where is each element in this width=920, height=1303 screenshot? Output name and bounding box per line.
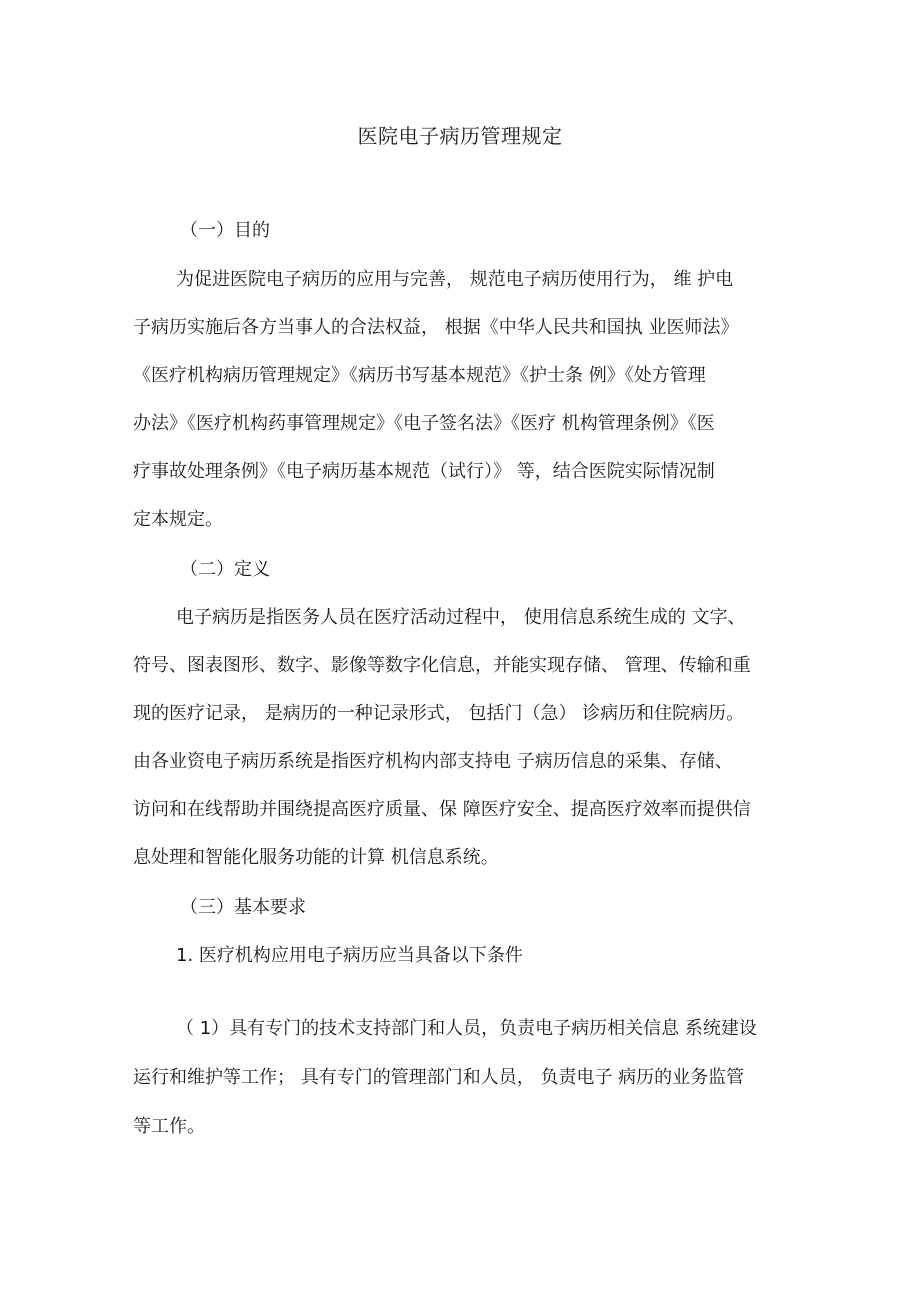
paragraph-line: 电子病历是指医务人员在医疗活动过程中， 使用信息系统生成的 文字、: [176, 607, 746, 628]
paragraph-line: 息处理和智能化服务功能的计算 机信息系统。: [133, 847, 499, 868]
paragraph-line: 运行和维护等工作； 具有专门的管理部门和人员， 负责电子 病历的业务监管: [133, 1067, 745, 1088]
paragraph-line: 现的医疗记录， 是病历的一种记录形式， 包括门（急） 诊病历和住院病历。: [133, 703, 745, 724]
section-heading-definition: （二）定义: [180, 559, 270, 580]
paragraph-line: 访问和在线帮助并围绕提高医疗质量、保 障医疗安全、提高医疗效率而提供信: [133, 799, 751, 820]
numbered-item: 1. 医疗机构应用电子病历应当具备以下条件: [176, 945, 523, 966]
paragraph-line: 子病历实施后各方当事人的合法权益， 根据《中华人民共和国执 业医师法》: [133, 317, 739, 338]
paragraph-line: 为促进医院电子病历的应用与完善， 规范电子病历使用行为， 维 护电: [176, 269, 734, 290]
section-heading-requirements: （三）基本要求: [180, 897, 306, 918]
section-heading-purpose: （一）目的: [180, 220, 270, 241]
paragraph-line: （ 1）具有专门的技术支持部门和人员，负责电子病历相关信息 系统建设: [176, 1018, 757, 1039]
paragraph-line: 符号、图表图形、数字、影像等数字化信息，并能实现存储、 管理、传输和重: [133, 655, 751, 676]
paragraph-line: 定本规定。: [133, 509, 223, 530]
paragraph-line: 办法》《医疗机构药事管理规定》《电子签名法》《医疗 机构管理条例》《医: [133, 413, 715, 434]
paragraph-line: 由各业资电子病历系统是指医疗机构内部支持电 子病历信息的采集、存储、: [133, 751, 733, 772]
paragraph-line: 疗事故处理条例》《电子病历基本规范（试行）》 等，结合医院实际情况制: [133, 461, 715, 482]
paragraph-line: 《医疗机构病历管理规定》《病历书写基本规范》《护士条 例》《处方管理: [133, 365, 706, 386]
document-title: 医院电子病历管理规定: [357, 124, 563, 148]
paragraph-line: 等工作。: [133, 1116, 205, 1137]
